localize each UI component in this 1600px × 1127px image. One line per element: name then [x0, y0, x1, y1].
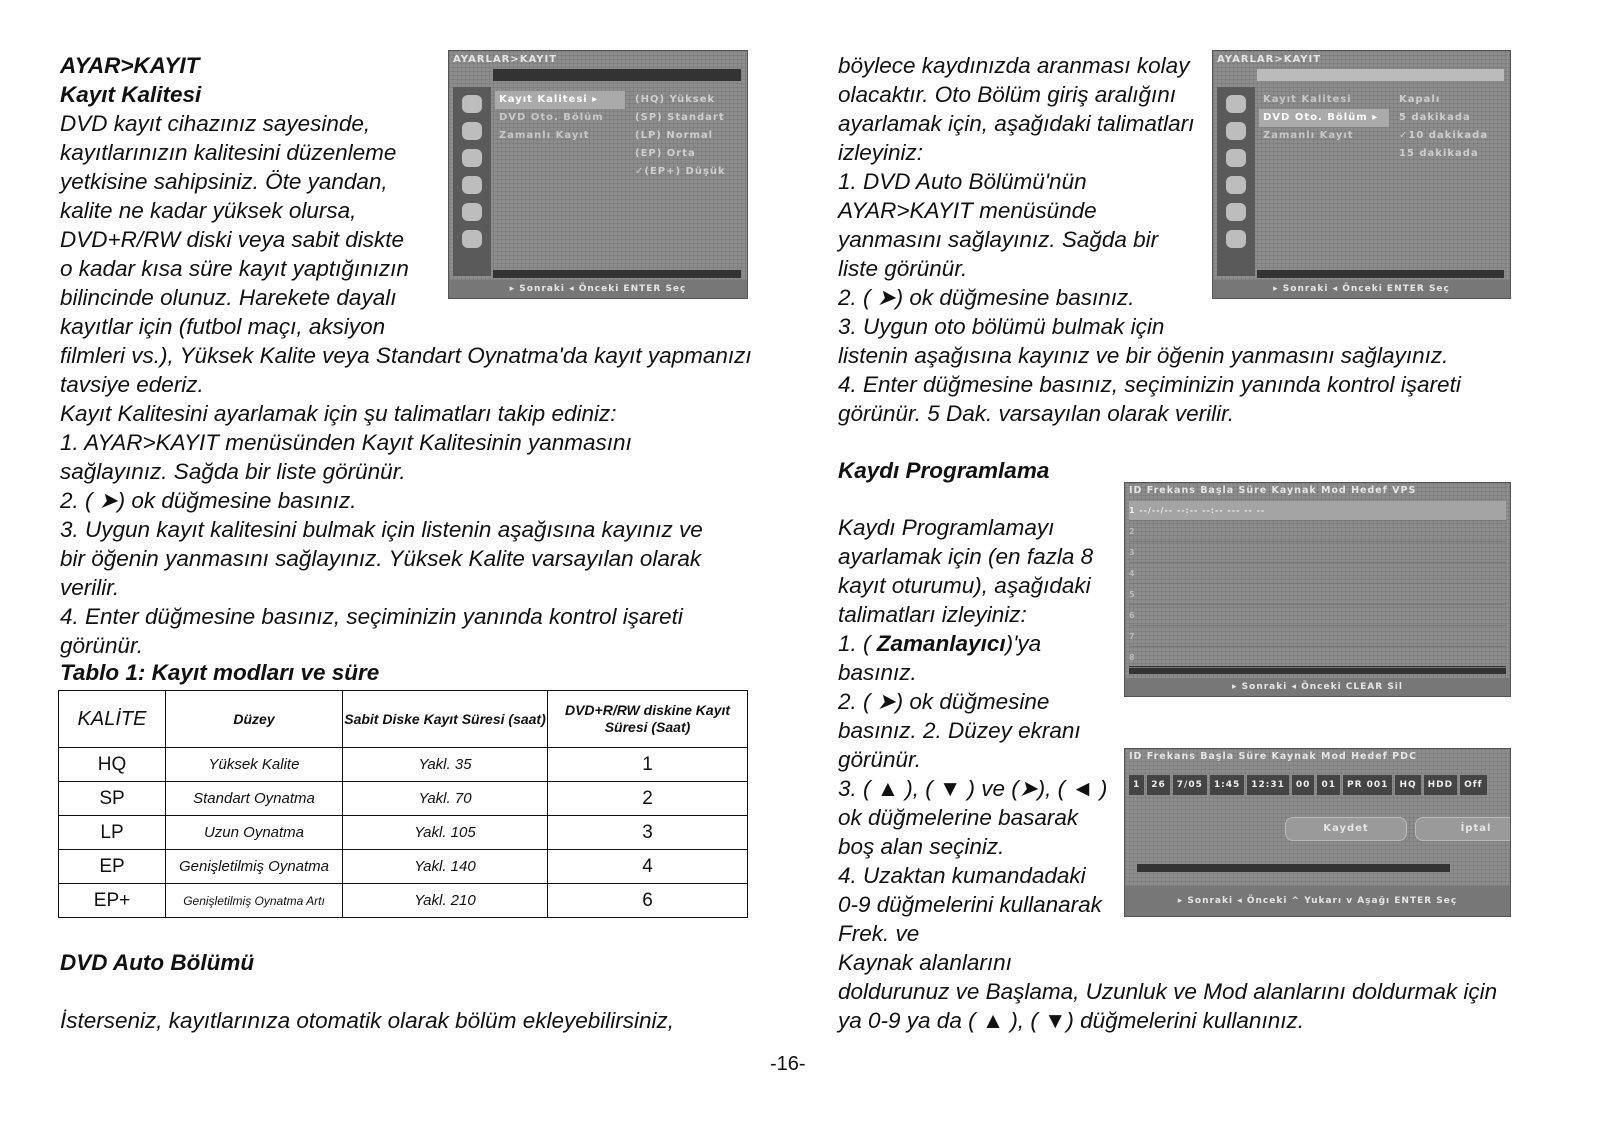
text-span: AYAR>KAYIT menüsünde [838, 198, 1097, 223]
osd-footer: ▸ Sonraki ◂ Önceki ENTER Seç [1213, 280, 1510, 298]
osd-option: ✓(EP+) Düşük [635, 166, 726, 177]
record-icon [462, 95, 482, 113]
osd-edit-cell: 1 [1129, 775, 1144, 795]
text-span: ya 0-9 ya da ( ▲ ), ( ▼) düğmelerini kullanınız. [838, 1008, 1304, 1033]
page-number: -16- [770, 1053, 806, 1075]
settings-icon [1226, 203, 1246, 221]
text-span: DVD+R/RW diski veya sabit diskte [60, 227, 405, 252]
text-span: 0-9 düğmelerini kullanarak [838, 892, 1102, 917]
text-line [838, 399, 1461, 428]
cell-hdd-time: Yakl. 140 [343, 850, 548, 884]
osd-footer: ▸ Sonraki ◂ Önceki ^ Yukarı v Aşağı ENTER Seç [1125, 886, 1510, 916]
text-line [60, 544, 752, 573]
osd-timer-row: 1 --/--/-- --:-- --:-- --- -- -- [1129, 501, 1506, 521]
audio-icon [1226, 149, 1246, 167]
osd-menu-item: DVD Oto. Bölüm ▸ [1259, 109, 1389, 127]
text-span: bilincinde olunuz. Harekete dayalı [60, 285, 397, 310]
osd-menu-item: Zamanlı Kayıt [1263, 130, 1354, 141]
text-span: kalite ne kadar yüksek olursa, [60, 198, 357, 223]
osd-menu [1259, 91, 1389, 145]
language-icon [1226, 230, 1246, 248]
text-span: 4. Enter düğmesine basınız, seçiminizin yanında kontrol işareti [838, 372, 1461, 397]
text-span: boş alan seçiniz. [838, 834, 1005, 859]
text-span: basınız. [838, 660, 917, 685]
cell-hdd-time: Yakl. 70 [343, 782, 548, 816]
text-span: olacaktır. Oto Bölüm giriş aralığını [838, 82, 1177, 107]
table-row [59, 782, 748, 816]
osd-option: 15 dakikada [1399, 148, 1479, 159]
text-span: Zamanlayıcı [876, 631, 1006, 656]
text-span: liste görünür. [838, 256, 968, 281]
text-line [60, 428, 752, 457]
cell-level: Standart Oynatma [166, 782, 343, 816]
osd-option: (EP) Orta [635, 148, 696, 159]
text-line [60, 399, 752, 428]
text-span: sağlayınız. Sağda bir liste görünür. [60, 459, 406, 484]
osd-recording-quality-screenshot [448, 50, 748, 299]
osd-title: AYARLAR>KAYIT [453, 54, 558, 65]
osd-icon-column [453, 87, 491, 276]
col-header-level: Düzey [166, 691, 343, 748]
cell-quality: EP+ [59, 884, 166, 918]
cell-level: Genişletilmiş Oynatma [166, 850, 343, 884]
language-icon [462, 230, 482, 248]
col-header-hdd-time: Sabit Diske Kayıt Süresi (saat) [343, 691, 548, 748]
cell-hdd-time: Yakl. 210 [343, 884, 548, 918]
text-span: doldurunuz ve Başlama, Uzunluk ve Mod alanlarını doldurmak için [838, 979, 1498, 1004]
osd-table-header: ID Frekans Başla Süre Kaynak Mod Hedef PDC [1129, 751, 1417, 762]
osd-timer-list-screenshot [1124, 482, 1511, 697]
text-span: Kayıt Kalitesini ayarlamak için şu talimatları takip ediniz: [60, 401, 617, 426]
table-row [59, 816, 748, 850]
cell-quality: LP [59, 816, 166, 850]
text-span: tavsiye ederiz. [60, 372, 204, 397]
osd-edit-cell: PR 001 [1343, 775, 1392, 795]
osd-edit-cell: Off [1460, 775, 1486, 795]
osd-timer-row: 2 [1129, 522, 1506, 542]
text-line [838, 341, 1461, 370]
osd-timer-row: 7 [1129, 627, 1506, 647]
text-span: bir öğenin yanmasını sağlayınız. Yüksek Kalite varsayılan olarak [60, 546, 702, 571]
text-line [60, 573, 752, 602]
dvd-auto-chapter-heading: DVD Auto Bölümü [60, 950, 255, 975]
video-icon [462, 176, 482, 194]
osd-title: AYARLAR>KAYIT [1217, 54, 1322, 65]
text-span: 1. AYAR>KAYIT menüsünden Kayıt Kalitesinin yanmasını [60, 430, 632, 455]
text-span: yanmasını sağlayınız. Sağda bir [838, 227, 1159, 252]
text-line [838, 920, 1497, 949]
text-span: DVD kayıt cihazınız sayesinde, [60, 111, 371, 136]
text-span: 1. DVD Auto Bölümü'nün [838, 169, 1087, 194]
text-line [60, 457, 752, 486]
osd-auto-chapter-screenshot [1212, 50, 1511, 299]
text-span: ayarlamak için (en fazla 8 [838, 544, 1094, 569]
cell-dvd-time: 6 [548, 884, 748, 918]
osd-options [635, 91, 726, 181]
text-span: kayıtlarınızın kalitesini düzenleme [60, 140, 397, 165]
osd-menu-item: Zamanlı Kayıt [499, 130, 590, 141]
text-line [838, 370, 1461, 399]
text-span: Kaynak alanlarını [838, 950, 1012, 975]
osd-top-bar [1257, 69, 1504, 81]
text-line [60, 312, 752, 341]
text-line [60, 515, 752, 544]
osd-edit-cell: 00 [1292, 775, 1315, 795]
cell-quality: HQ [59, 748, 166, 782]
text-span: kayıtlar için (futbol maçı, aksiyon [60, 314, 386, 339]
text-span: Kaydı Programlamayı [838, 515, 1055, 540]
osd-menu [495, 91, 625, 145]
disc-icon [1226, 122, 1246, 140]
text-span: 3. Uygun kayıt kalitesini bulmak için listenin aşağısına kayınız ve [60, 517, 703, 542]
text-span: 2. ( ➤) ok düğmesine basınız. [60, 488, 357, 513]
audio-icon [462, 149, 482, 167]
osd-option: ✓10 dakikada [1399, 130, 1489, 141]
text-line [60, 602, 752, 631]
col-header-dvd-time: DVD+R/RW diskine Kayıt Süresi (Saat) [548, 691, 748, 748]
text-span: listenin aşağısına kayınız ve bir öğenin yanmasını sağlayınız. [838, 343, 1449, 368]
table-row [59, 850, 748, 884]
osd-icon-column [1217, 87, 1255, 276]
text-span: kayıt oturumu), aşağıdaki [838, 573, 1091, 598]
osd-edit-cell: 01 [1317, 775, 1340, 795]
osd-option: (HQ) Yüksek [635, 94, 716, 105]
cell-level: Yüksek Kalite [166, 748, 343, 782]
text-span: 3. Uygun oto bölümü bulmak için [838, 314, 1165, 339]
text-span: yetkisine sahipsiniz. Öte yandan, [60, 169, 388, 194]
osd-edit-cell: HDD [1424, 775, 1457, 795]
text-line [60, 486, 752, 515]
text-line [60, 631, 752, 660]
cell-quality: SP [59, 782, 166, 816]
osd-edit-cell: 12:31 [1247, 775, 1289, 795]
text-line [60, 341, 752, 370]
osd-menu-item: Kayıt Kalitesi [1263, 94, 1352, 105]
cell-level: Uzun Oynatma [166, 816, 343, 850]
text-span: ayarlamak için, aşağıdaki talimatları [838, 111, 1195, 136]
table-header-row [59, 691, 748, 748]
osd-top-bar [493, 69, 741, 81]
cell-dvd-time: 4 [548, 850, 748, 884]
cell-dvd-time: 3 [548, 816, 748, 850]
osd-edit-cell: 1:45 [1210, 775, 1244, 795]
text-line [838, 978, 1497, 1007]
disc-icon [462, 122, 482, 140]
osd-option: 5 dakikada [1399, 112, 1471, 123]
osd-footer: ▸ Sonraki ◂ Önceki ENTER Seç [449, 280, 747, 298]
programming-heading: Kaydı Programlama [838, 458, 1050, 483]
cell-level: Genişletilmiş Oynatma Artı [166, 884, 343, 918]
osd-timer-edit-screenshot [1124, 748, 1511, 917]
osd-timer-row: 3 [1129, 543, 1506, 563]
text-span: verilir. [60, 575, 120, 600]
video-icon [1226, 176, 1246, 194]
osd-menu-item: DVD Oto. Bölüm [499, 112, 604, 123]
dvd-auto-chapter-text: İsterseniz, kayıtlarınıza otomatik olarak bölüm ekleyebilirsiniz, [60, 1008, 674, 1033]
osd-menu-item: Kayıt Kalitesi ▸ [495, 91, 625, 109]
text-span: o kadar kısa süre kayıt yaptığınızın [60, 256, 409, 281]
osd-timer-row: 8 [1129, 648, 1506, 668]
text-span: 4. Enter düğmesine basınız, seçiminizin yanında kontrol işareti [60, 604, 683, 629]
osd-footer: ▸ Sonraki ◂ Önceki CLEAR Sil [1125, 678, 1510, 696]
text-span: basınız. 2. Düzey ekranı [838, 718, 1081, 743]
record-icon [1226, 95, 1246, 113]
osd-edit-row [1129, 775, 1490, 795]
osd-timer-row: 5 [1129, 585, 1506, 605]
text-span: görünür. [838, 747, 921, 772]
osd-bottom-bar [1137, 864, 1450, 872]
text-line [838, 949, 1497, 978]
text-span: )'ya [1005, 631, 1042, 656]
cell-quality: EP [59, 850, 166, 884]
osd-option: (SP) Standart [635, 112, 725, 123]
osd-bottom-bar [493, 270, 741, 278]
settings-icon [462, 203, 482, 221]
cell-dvd-time: 1 [548, 748, 748, 782]
osd-table-header: ID Frekans Başla Süre Kaynak Mod Hedef VPS [1129, 485, 1417, 496]
text-span: talimatları izleyiniz: [838, 602, 1027, 627]
text-line [838, 312, 1461, 341]
recording-modes-table [58, 690, 748, 918]
osd-timer-row: 6 [1129, 606, 1506, 626]
osd-save-button: Kaydet [1285, 817, 1407, 841]
osd-edit-cell: HQ [1395, 775, 1420, 795]
text-span: görünür. [60, 633, 143, 658]
cell-hdd-time: Yakl. 105 [343, 816, 548, 850]
table-row [59, 748, 748, 782]
text-span: 3. ( ▲ ), ( ▼ ) ve (➤), ( ◄ ) [838, 776, 1108, 801]
text-span: 2. ( ➤) ok düğmesine basınız. [838, 285, 1135, 310]
col-header-quality: KALİTE [59, 691, 166, 748]
osd-edit-cell: 26 [1147, 775, 1170, 795]
osd-options [1399, 91, 1488, 163]
table-title: Tablo 1: Kayıt modları ve süre [60, 660, 380, 685]
osd-option: Kapalı [1399, 94, 1441, 105]
text-span: ok düğmelerine basarak [838, 805, 1079, 830]
text-span: 2. ( ➤) ok düğmesine [838, 689, 1050, 714]
text-line [838, 1007, 1497, 1036]
cell-dvd-time: 2 [548, 782, 748, 816]
osd-option: (LP) Normal [635, 130, 714, 141]
table-row [59, 884, 748, 918]
osd-edit-cell: 7/05 [1173, 775, 1207, 795]
text-span: izleyiniz: [838, 140, 924, 165]
text-line [60, 370, 752, 399]
osd-timer-row: 4 [1129, 564, 1506, 584]
text-span: Kayıt Kalitesi [60, 82, 202, 107]
text-line [838, 717, 1497, 746]
text-span: 4. Uzaktan kumandadaki [838, 863, 1086, 888]
text-span: görünür. 5 Dak. varsayılan olarak verilir. [838, 401, 1234, 426]
cell-hdd-time: Yakl. 35 [343, 748, 548, 782]
text-span: 1. ( [838, 631, 877, 656]
text-span: böylece kaydınızda aranması kolay [838, 53, 1190, 78]
text-span: Frek. ve [838, 921, 920, 946]
text-span: filmleri vs.), Yüksek Kalite veya Standart Oynatma'da kayıt yapmanızı [60, 343, 752, 368]
osd-cancel-button: İptal [1415, 817, 1511, 841]
text-span: AYAR>KAYIT [60, 53, 200, 78]
osd-bottom-bar [1257, 270, 1504, 278]
